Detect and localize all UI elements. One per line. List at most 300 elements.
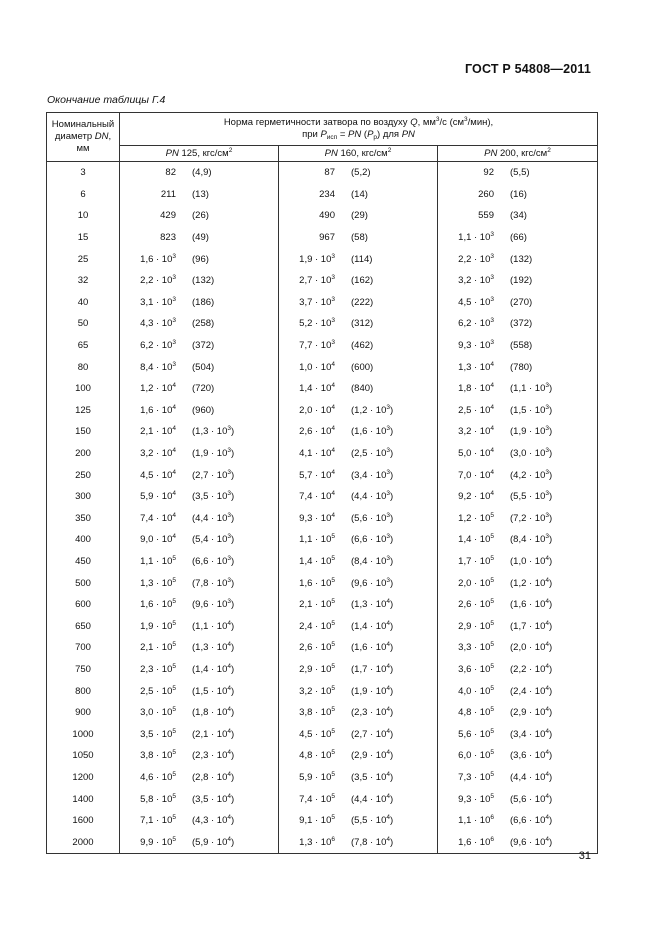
leak-cm3-mantissa: (312) [351, 318, 374, 330]
leak-cm3 [351, 815, 393, 826]
leak-mm3-mantissa: 1,3 · 10 [299, 836, 332, 848]
leak-mm3-mantissa: 5,0 · 10 [458, 448, 491, 460]
value-pair [438, 448, 597, 459]
leak-cm3-exp: 4 [386, 835, 391, 843]
leak-cm3-mantissa: (504) [192, 361, 215, 373]
value-cell [438, 810, 598, 832]
value-cell [279, 400, 438, 422]
leak-mm3-exp: 4 [172, 533, 176, 541]
leak-mm3-mantissa: 3,2 · 10 [458, 275, 491, 287]
table-row [47, 615, 598, 637]
leak-mm3-exp: 3 [172, 295, 176, 303]
leak-mm3 [438, 405, 494, 416]
value-cell [438, 572, 598, 594]
value-cell [120, 248, 279, 270]
leak-cm3 [351, 275, 373, 286]
value-pair [279, 189, 437, 200]
leak-cm3-exp: 3 [545, 490, 550, 498]
leak-mm3 [120, 772, 176, 783]
leak-cm3 [351, 491, 393, 502]
leak-cm3-mantissa: (222) [351, 296, 374, 308]
value-cell [279, 637, 438, 659]
value-cell [120, 421, 279, 443]
leak-mm3-exp: 4 [172, 511, 176, 519]
table-row [47, 313, 598, 335]
dn-cell: 2000 [47, 831, 120, 853]
leak-cm3-close: ) [231, 750, 235, 762]
leak-cm3-exp: 4 [227, 706, 232, 714]
leak-cm3 [510, 578, 552, 589]
value-cell [279, 767, 438, 789]
value-pair [279, 448, 437, 459]
leak-mm3-mantissa: 1,9 · 10 [140, 620, 173, 632]
leak-mm3-mantissa: 4,5 · 10 [299, 728, 332, 740]
leak-mm3-mantissa: 4,3 · 10 [140, 318, 173, 330]
leak-cm3-close: ) [231, 707, 235, 719]
table-row [47, 637, 598, 659]
value-pair [120, 340, 278, 351]
leak-cm3-exp: 3 [227, 533, 232, 541]
value-cell [438, 464, 598, 486]
leak-mm3-exp: 3 [490, 252, 494, 260]
table-row [47, 378, 598, 400]
header-group-exp-a: 3 [435, 116, 440, 123]
leak-mm3 [120, 210, 176, 221]
leak-cm3-exp: 4 [545, 598, 550, 606]
leak-cm3-close: ) [390, 793, 394, 805]
leak-cm3-mantissa: (14) [351, 188, 368, 200]
leak-mm3-exp: 5 [172, 792, 176, 800]
leak-cm3-mantissa: (780) [510, 361, 533, 373]
leak-mm3 [120, 167, 176, 178]
value-pair [438, 470, 597, 481]
leak-cm3 [510, 556, 552, 567]
leak-mm3-mantissa: 2,1 · 10 [299, 599, 332, 611]
leak-mm3-exp: 5 [331, 770, 335, 778]
header-group-exp-b: 3 [464, 116, 468, 123]
value-cell [279, 205, 438, 227]
leak-cm3-mantissa: (3,4 · 10 [351, 469, 387, 481]
leak-cm3-exp: 4 [227, 814, 232, 822]
value-cell [120, 400, 279, 422]
leak-mm3-mantissa: 3,8 · 10 [299, 707, 332, 719]
leak-cm3 [192, 167, 212, 178]
leak-mm3-mantissa: 3,2 · 10 [140, 448, 173, 460]
leak-mm3-exp: 5 [331, 598, 335, 606]
leak-mm3 [438, 686, 494, 697]
leak-cm3 [510, 383, 552, 394]
leak-cm3 [351, 707, 393, 718]
leak-cm3-mantissa: (192) [510, 275, 533, 287]
leak-cm3 [510, 275, 532, 286]
leak-mm3-mantissa: 490 [319, 210, 335, 222]
leak-cm3 [192, 318, 214, 329]
leak-mm3-mantissa: 7,4 · 10 [299, 793, 332, 805]
value-pair [120, 837, 278, 848]
leak-cm3-mantissa: (8,4 · 10 [351, 555, 387, 567]
leak-mm3-exp: 4 [331, 511, 335, 519]
leak-cm3 [192, 275, 214, 286]
table-row [47, 680, 598, 702]
dn-cell: 250 [47, 464, 120, 486]
value-cell [279, 335, 438, 357]
value-cell [438, 508, 598, 530]
leak-cm3-exp: 4 [545, 835, 550, 843]
leak-cm3 [510, 621, 552, 632]
leak-mm3-exp: 5 [172, 749, 176, 757]
leak-mm3-exp: 4 [172, 468, 176, 476]
dn-cell: 900 [47, 702, 120, 724]
leak-cm3-mantissa: (960) [192, 404, 215, 416]
leak-mm3-mantissa: 9,9 · 10 [140, 836, 173, 848]
leak-mm3 [279, 189, 335, 200]
leak-cm3 [192, 772, 234, 783]
value-pair [120, 232, 278, 243]
leak-mm3 [120, 642, 176, 653]
value-cell [438, 637, 598, 659]
value-pair [120, 383, 278, 394]
value-pair [120, 642, 278, 653]
leak-mm3 [438, 383, 494, 394]
leak-cm3 [192, 426, 234, 437]
dn-cell: 50 [47, 313, 120, 335]
leak-mm3-mantissa: 823 [160, 232, 176, 244]
leak-mm3 [279, 491, 335, 502]
leak-cm3-close: ) [549, 512, 553, 524]
header-pn-value: 200 [499, 147, 516, 159]
value-cell [279, 788, 438, 810]
leak-mm3-mantissa: 9,3 · 10 [299, 512, 332, 524]
leak-cm3 [510, 599, 552, 610]
value-cell [279, 810, 438, 832]
leak-cm3-close: ) [549, 642, 553, 654]
leak-mm3-exp: 5 [331, 619, 335, 627]
leak-mm3-mantissa: 6,2 · 10 [458, 318, 491, 330]
value-cell [279, 421, 438, 443]
leak-cm3-mantissa: (4,9) [192, 167, 212, 179]
leak-mm3-mantissa: 1,8 · 10 [458, 383, 491, 395]
leak-cm3-mantissa: (9,6 · 10 [192, 599, 228, 611]
value-pair [438, 642, 597, 653]
value-cell [438, 594, 598, 616]
value-pair [279, 772, 437, 783]
leak-cm3-mantissa: (4,4 · 10 [510, 771, 546, 783]
leak-cm3-exp: 3 [545, 447, 550, 455]
leak-cm3 [510, 729, 552, 740]
value-pair [438, 599, 597, 610]
value-cell [120, 356, 279, 378]
leak-cm3-mantissa: (1,3 · 10 [351, 599, 387, 611]
leak-cm3-close: ) [390, 663, 394, 675]
value-cell [438, 378, 598, 400]
leak-cm3-exp: 4 [386, 770, 391, 778]
leak-cm3-mantissa: (558) [510, 340, 533, 352]
leak-mm3 [120, 426, 176, 437]
leak-cm3-close: ) [390, 599, 394, 611]
dn-cell: 40 [47, 292, 120, 314]
value-pair [279, 275, 437, 286]
table-row [47, 270, 598, 292]
page-number: 31 [578, 850, 591, 862]
table-row [47, 831, 598, 853]
value-pair [279, 556, 437, 567]
dn-cell: 1400 [47, 788, 120, 810]
dn-cell: 80 [47, 356, 120, 378]
leak-cm3-exp: 3 [386, 576, 391, 584]
header-group-pn: PN [348, 129, 362, 140]
value-cell [438, 313, 598, 335]
value-pair [120, 362, 278, 373]
leak-cm3-mantissa: (3,5 · 10 [192, 793, 228, 805]
leak-cm3 [351, 297, 373, 308]
leak-mm3-mantissa: 429 [160, 210, 176, 222]
leak-mm3-exp: 5 [172, 727, 176, 735]
leak-cm3-mantissa: (5,5 · 10 [510, 491, 546, 503]
value-pair [279, 664, 437, 675]
leak-mm3 [120, 383, 176, 394]
header-pn-label: PN [165, 147, 179, 159]
value-cell [120, 788, 279, 810]
dn-cell: 1000 [47, 723, 120, 745]
leak-cm3-mantissa: (600) [351, 361, 374, 373]
value-cell [120, 572, 279, 594]
leak-mm3-exp: 4 [331, 468, 335, 476]
table-row [47, 184, 598, 206]
leak-mm3 [120, 254, 176, 265]
leak-mm3 [120, 189, 176, 200]
leak-mm3 [279, 383, 335, 394]
leak-mm3-mantissa: 9,3 · 10 [458, 793, 491, 805]
leak-mm3-exp: 3 [490, 339, 494, 347]
leak-mm3-mantissa: 3,1 · 10 [140, 296, 173, 308]
value-pair [120, 297, 278, 308]
leak-mm3-mantissa: 9,3 · 10 [458, 340, 491, 352]
leak-cm3-exp: 4 [545, 576, 550, 584]
leak-cm3 [351, 210, 368, 221]
leak-cm3 [192, 362, 214, 373]
leak-mm3-mantissa: 3,3 · 10 [458, 642, 491, 654]
leak-mm3 [120, 794, 176, 805]
leak-cm3-exp: 3 [386, 468, 391, 476]
leak-cm3-mantissa: (2,4 · 10 [510, 685, 546, 697]
leak-cm3 [192, 578, 234, 589]
value-cell [120, 702, 279, 724]
dn-cell: 650 [47, 615, 120, 637]
value-pair [120, 772, 278, 783]
header-group-pp: P [367, 129, 374, 140]
leak-mm3-mantissa: 5,8 · 10 [140, 793, 173, 805]
leak-cm3 [351, 254, 372, 265]
table-row [47, 486, 598, 508]
value-pair [438, 297, 597, 308]
dn-cell: 750 [47, 659, 120, 681]
leak-cm3-exp: 4 [545, 814, 550, 822]
leak-mm3-mantissa: 2,1 · 10 [140, 642, 173, 654]
leak-cm3-close: ) [549, 599, 553, 611]
leak-mm3-mantissa: 2,1 · 10 [140, 426, 173, 438]
leak-cm3-mantissa: (1,7 · 10 [351, 663, 387, 675]
value-cell [279, 508, 438, 530]
header-pn-exp: 2 [228, 146, 233, 154]
leak-mm3-exp: 5 [331, 662, 335, 670]
leak-mm3 [120, 729, 176, 740]
leak-cm3-mantissa: (7,8 · 10 [351, 836, 387, 848]
leak-cm3-exp: 4 [386, 749, 391, 757]
leak-cm3-close: ) [390, 426, 394, 438]
leak-cm3-mantissa: (4,4 · 10 [351, 491, 387, 503]
value-pair [279, 815, 437, 826]
leak-cm3-exp: 3 [227, 447, 232, 455]
value-cell [279, 292, 438, 314]
header-group-pp-sub: p [373, 134, 378, 141]
dn-cell: 300 [47, 486, 120, 508]
leak-cm3 [351, 383, 373, 394]
leak-mm3-mantissa: 2,6 · 10 [458, 599, 491, 611]
leak-cm3-exp: 3 [386, 511, 391, 519]
value-cell [438, 680, 598, 702]
leak-cm3-exp: 3 [545, 533, 550, 541]
leak-cm3-close: ) [231, 685, 235, 697]
leak-cm3-exp: 3 [227, 490, 232, 498]
leak-mm3 [438, 189, 494, 200]
leak-cm3-close: ) [390, 448, 394, 460]
leak-mm3 [279, 815, 335, 826]
leak-cm3-close: ) [390, 771, 394, 783]
leak-mm3-exp: 5 [490, 598, 494, 606]
leak-mm3 [279, 750, 335, 761]
value-cell [279, 378, 438, 400]
value-pair [438, 729, 597, 740]
value-cell [279, 356, 438, 378]
leak-mm3 [279, 340, 335, 351]
leak-cm3-close: ) [549, 793, 553, 805]
leak-mm3 [120, 362, 176, 373]
leak-mm3 [438, 232, 494, 243]
header-dn-line1: Номинальный [51, 119, 115, 130]
leak-mm3 [438, 664, 494, 675]
dn-cell: 1050 [47, 745, 120, 767]
leak-mm3 [120, 340, 176, 351]
leak-mm3-mantissa: 6,2 · 10 [140, 340, 173, 352]
leak-mm3 [120, 275, 176, 286]
value-pair [279, 578, 437, 589]
leak-cm3 [510, 426, 552, 437]
leak-mm3-exp: 4 [172, 425, 176, 433]
leak-mm3-mantissa: 5,9 · 10 [299, 771, 332, 783]
leak-cm3-mantissa: (1,9 · 10 [351, 685, 387, 697]
value-pair [120, 318, 278, 329]
leak-cm3-exp: 4 [545, 641, 550, 649]
leak-mm3-exp: 4 [331, 360, 335, 368]
leak-cm3-mantissa: (8,4 · 10 [510, 534, 546, 546]
value-cell [120, 680, 279, 702]
leak-mm3-exp: 5 [172, 641, 176, 649]
value-pair [279, 837, 437, 848]
leak-mm3 [120, 405, 176, 416]
leak-cm3-close: ) [390, 620, 394, 632]
leak-mm3-mantissa: 7,4 · 10 [299, 491, 332, 503]
table-row [47, 508, 598, 530]
value-cell [120, 205, 279, 227]
leak-mm3-mantissa: 7,7 · 10 [299, 340, 332, 352]
leak-cm3-mantissa: (5,5) [510, 167, 530, 179]
leak-mm3-mantissa: 4,5 · 10 [140, 469, 173, 481]
leak-cm3 [351, 470, 393, 481]
leak-mm3 [279, 664, 335, 675]
value-pair [438, 837, 597, 848]
leak-cm3 [510, 340, 532, 351]
leak-cm3-mantissa: (372) [192, 340, 215, 352]
dn-cell: 450 [47, 551, 120, 573]
value-pair [279, 254, 437, 265]
header-dn-line2: диаметр [54, 131, 93, 142]
leak-cm3-exp: 4 [386, 814, 391, 822]
header-group-text: Норма герметичности затвора по воздуху [223, 117, 408, 128]
leak-mm3 [279, 837, 335, 848]
value-cell [279, 486, 438, 508]
leak-cm3 [510, 254, 532, 265]
value-cell [438, 551, 598, 573]
table-row [47, 227, 598, 249]
leak-cm3-mantissa: (1,0 · 10 [510, 555, 546, 567]
leak-mm3 [120, 318, 176, 329]
header-pn-160: PN 160, кгс/$см^2$ [279, 146, 438, 162]
leak-cm3-mantissa: (6,6 · 10 [351, 534, 387, 546]
leak-cm3 [351, 426, 393, 437]
table-caption: Окончание таблицы Г.4 [47, 94, 166, 106]
leak-mm3-mantissa: 7,4 · 10 [140, 512, 173, 524]
value-pair [120, 815, 278, 826]
value-cell [438, 292, 598, 314]
value-cell [438, 659, 598, 681]
value-pair [438, 491, 597, 502]
value-cell [279, 270, 438, 292]
leak-mm3 [279, 772, 335, 783]
leak-mm3-mantissa: 1,6 · 10 [140, 599, 173, 611]
value-cell [438, 723, 598, 745]
value-pair [279, 383, 437, 394]
leak-cm3-close: ) [549, 685, 553, 697]
leak-mm3-mantissa: 1,4 · 10 [458, 534, 491, 546]
value-cell [120, 615, 279, 637]
table-row [47, 551, 598, 573]
value-pair [279, 534, 437, 545]
dn-cell: 32 [47, 270, 120, 292]
value-cell [438, 335, 598, 357]
leak-cm3-mantissa: (1,3 · 10 [192, 426, 228, 438]
leak-cm3-close: ) [231, 771, 235, 783]
leak-mm3 [279, 275, 335, 286]
leak-mm3-exp: 3 [172, 339, 176, 347]
header-pn-label: PN [484, 147, 498, 159]
leak-mm3 [120, 750, 176, 761]
leak-cm3-mantissa: (9,6 · 10 [351, 577, 387, 589]
leak-cm3-mantissa: (4,2 · 10 [510, 469, 546, 481]
leak-mm3 [438, 729, 494, 740]
value-pair [279, 362, 437, 373]
value-pair [438, 340, 597, 351]
leak-mm3-mantissa: 3,2 · 10 [299, 685, 332, 697]
leak-cm3 [510, 772, 552, 783]
value-cell [279, 162, 438, 184]
leak-mm3 [279, 297, 335, 308]
leak-cm3-mantissa: (1,1 · 10 [192, 620, 228, 632]
leak-mm3-exp: 5 [490, 706, 494, 714]
leak-cm3 [510, 794, 552, 805]
leak-cm3-mantissa: (58) [351, 232, 368, 244]
value-pair [438, 815, 597, 826]
leak-cm3-close: ) [549, 426, 553, 438]
